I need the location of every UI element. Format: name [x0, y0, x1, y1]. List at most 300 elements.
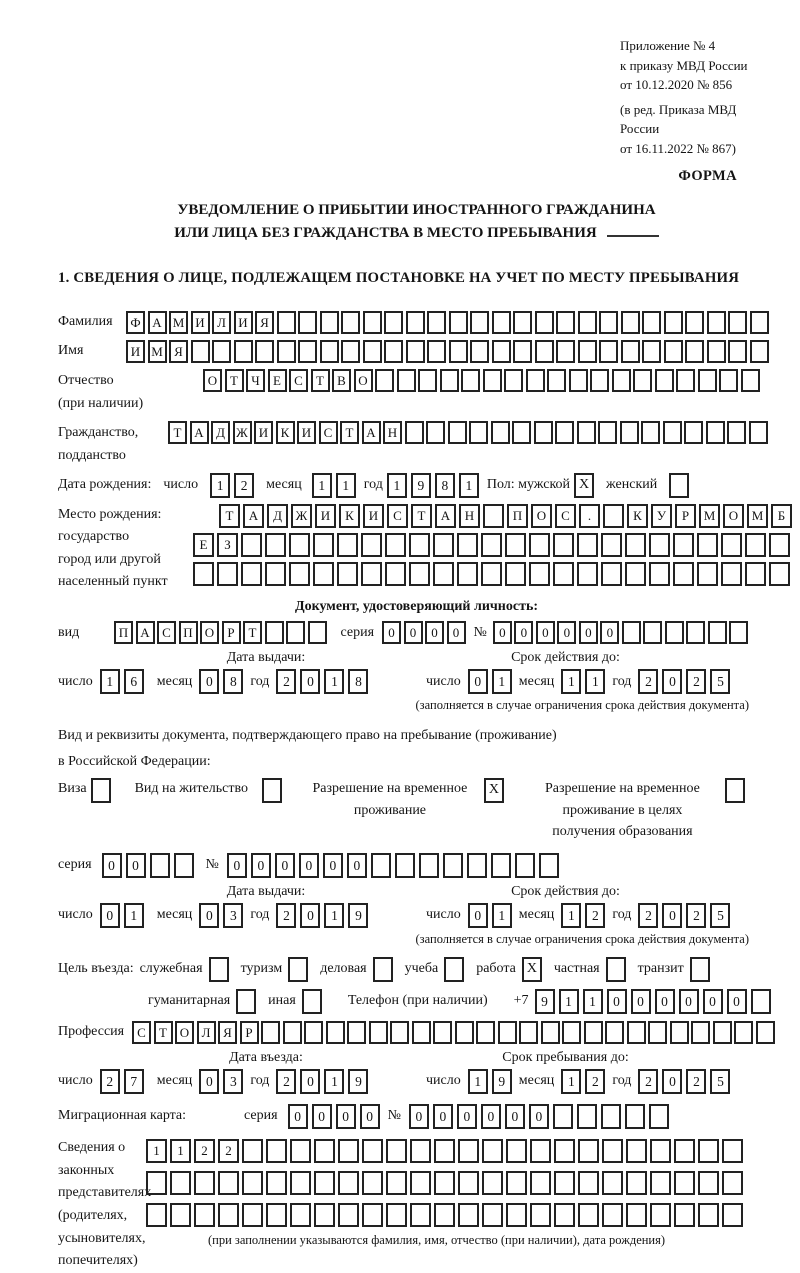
- char-cell[interactable]: М: [169, 311, 188, 334]
- char-cell[interactable]: 3: [223, 903, 243, 928]
- char-cell[interactable]: 0: [579, 621, 598, 644]
- char-cell[interactable]: [708, 621, 727, 644]
- char-cell[interactable]: 2: [638, 903, 658, 928]
- char-cell[interactable]: О: [354, 369, 373, 392]
- purpose-transit-checkbox[interactable]: [690, 957, 710, 982]
- char-cell[interactable]: [749, 421, 768, 444]
- char-cell[interactable]: [665, 621, 684, 644]
- char-cell[interactable]: [530, 1171, 551, 1195]
- char-cell[interactable]: 2: [585, 903, 605, 928]
- purpose-tourism-checkbox[interactable]: [288, 957, 308, 982]
- char-cell[interactable]: Т: [311, 369, 330, 392]
- char-cell[interactable]: 0: [457, 1104, 477, 1129]
- char-cell[interactable]: 2: [686, 669, 706, 694]
- char-cell[interactable]: [649, 533, 670, 557]
- char-cell[interactable]: 0: [662, 669, 682, 694]
- char-cell[interactable]: [289, 533, 310, 557]
- char-cell[interactable]: 8: [223, 669, 243, 694]
- char-cell[interactable]: [492, 311, 511, 334]
- char-cell[interactable]: [642, 340, 661, 363]
- char-cell[interactable]: [458, 1203, 479, 1227]
- char-cell[interactable]: С: [132, 1021, 151, 1044]
- char-cell[interactable]: [664, 340, 683, 363]
- char-cell[interactable]: [674, 1139, 695, 1163]
- char-cell[interactable]: [491, 853, 511, 878]
- char-cell[interactable]: [554, 1203, 575, 1227]
- char-cell[interactable]: [470, 311, 489, 334]
- char-cell[interactable]: [620, 421, 639, 444]
- char-cell[interactable]: [698, 1139, 719, 1163]
- char-cell[interactable]: 0: [536, 621, 555, 644]
- char-cell[interactable]: [241, 562, 262, 586]
- char-cell[interactable]: 0: [360, 1104, 380, 1129]
- char-cell[interactable]: [515, 853, 535, 878]
- char-cell[interactable]: [242, 1203, 263, 1227]
- char-cell[interactable]: И: [234, 311, 253, 334]
- char-cell[interactable]: 1: [561, 669, 581, 694]
- char-cell[interactable]: [562, 1021, 581, 1044]
- char-cell[interactable]: [146, 1171, 167, 1195]
- char-cell[interactable]: [578, 1139, 599, 1163]
- char-cell[interactable]: [409, 533, 430, 557]
- char-cell[interactable]: [338, 1139, 359, 1163]
- char-cell[interactable]: [361, 533, 382, 557]
- char-cell[interactable]: 0: [199, 903, 219, 928]
- char-cell[interactable]: А: [190, 421, 209, 444]
- char-cell[interactable]: [308, 621, 327, 644]
- char-cell[interactable]: Ф: [126, 311, 145, 334]
- purpose-commercial-checkbox[interactable]: [373, 957, 393, 982]
- char-cell[interactable]: [650, 1171, 671, 1195]
- char-cell[interactable]: [707, 340, 726, 363]
- char-cell[interactable]: [314, 1139, 335, 1163]
- char-cell[interactable]: [320, 311, 339, 334]
- char-cell[interactable]: 0: [447, 621, 466, 644]
- char-cell[interactable]: 9: [492, 1069, 512, 1094]
- char-cell[interactable]: К: [339, 504, 360, 528]
- char-cell[interactable]: [289, 562, 310, 586]
- char-cell[interactable]: [363, 311, 382, 334]
- char-cell[interactable]: [601, 562, 622, 586]
- char-cell[interactable]: [384, 311, 403, 334]
- char-cell[interactable]: [769, 533, 790, 557]
- char-cell[interactable]: С: [289, 369, 308, 392]
- char-cell[interactable]: [498, 1021, 517, 1044]
- char-cell[interactable]: [625, 1104, 645, 1129]
- purpose-work-checkbox[interactable]: X: [522, 957, 542, 982]
- char-cell[interactable]: [721, 562, 742, 586]
- char-cell[interactable]: 1: [324, 903, 344, 928]
- char-cell[interactable]: 0: [300, 669, 320, 694]
- char-cell[interactable]: [741, 369, 760, 392]
- residence-permit-checkbox[interactable]: [262, 778, 282, 803]
- char-cell[interactable]: [326, 1021, 345, 1044]
- char-cell[interactable]: 2: [638, 1069, 658, 1094]
- char-cell[interactable]: 0: [102, 853, 122, 878]
- char-cell[interactable]: [602, 1171, 623, 1195]
- char-cell[interactable]: [427, 340, 446, 363]
- char-cell[interactable]: [261, 1021, 280, 1044]
- char-cell[interactable]: [506, 1139, 527, 1163]
- char-cell[interactable]: [266, 1171, 287, 1195]
- char-cell[interactable]: [649, 562, 670, 586]
- char-cell[interactable]: [298, 311, 317, 334]
- char-cell[interactable]: [362, 1139, 383, 1163]
- char-cell[interactable]: [298, 340, 317, 363]
- char-cell[interactable]: [286, 621, 305, 644]
- char-cell[interactable]: Ж: [233, 421, 252, 444]
- char-cell[interactable]: А: [435, 504, 456, 528]
- char-cell[interactable]: 0: [409, 1104, 429, 1129]
- char-cell[interactable]: 0: [312, 1104, 332, 1129]
- char-cell[interactable]: [578, 1171, 599, 1195]
- char-cell[interactable]: [455, 1021, 474, 1044]
- char-cell[interactable]: 0: [425, 621, 444, 644]
- char-cell[interactable]: А: [243, 504, 264, 528]
- char-cell[interactable]: [670, 1021, 689, 1044]
- char-cell[interactable]: 0: [404, 621, 423, 644]
- char-cell[interactable]: [362, 1203, 383, 1227]
- char-cell[interactable]: [320, 340, 339, 363]
- char-cell[interactable]: [722, 1203, 743, 1227]
- char-cell[interactable]: [602, 1203, 623, 1227]
- char-cell[interactable]: [433, 1021, 452, 1044]
- char-cell[interactable]: 7: [124, 1069, 144, 1094]
- char-cell[interactable]: [481, 533, 502, 557]
- char-cell[interactable]: Ж: [291, 504, 312, 528]
- char-cell[interactable]: 0: [288, 1104, 308, 1129]
- char-cell[interactable]: [553, 533, 574, 557]
- char-cell[interactable]: 5: [710, 903, 730, 928]
- char-cell[interactable]: [535, 311, 554, 334]
- char-cell[interactable]: 1: [170, 1139, 191, 1163]
- char-cell[interactable]: П: [179, 621, 198, 644]
- char-cell[interactable]: [526, 369, 545, 392]
- char-cell[interactable]: [433, 533, 454, 557]
- char-cell[interactable]: [290, 1139, 311, 1163]
- char-cell[interactable]: [697, 562, 718, 586]
- char-cell[interactable]: Я: [255, 311, 274, 334]
- char-cell[interactable]: О: [200, 621, 219, 644]
- char-cell[interactable]: [412, 1021, 431, 1044]
- char-cell[interactable]: [577, 421, 596, 444]
- char-cell[interactable]: [721, 533, 742, 557]
- char-cell[interactable]: 0: [336, 1104, 356, 1129]
- char-cell[interactable]: 0: [275, 853, 295, 878]
- char-cell[interactable]: [673, 533, 694, 557]
- char-cell[interactable]: 2: [276, 903, 296, 928]
- char-cell[interactable]: [241, 533, 262, 557]
- char-cell[interactable]: 1: [492, 669, 512, 694]
- char-cell[interactable]: [449, 340, 468, 363]
- char-cell[interactable]: [277, 311, 296, 334]
- char-cell[interactable]: Т: [219, 504, 240, 528]
- char-cell[interactable]: 1: [492, 903, 512, 928]
- char-cell[interactable]: 9: [348, 903, 368, 928]
- char-cell[interactable]: 0: [481, 1104, 501, 1129]
- char-cell[interactable]: [337, 533, 358, 557]
- char-cell[interactable]: Е: [193, 533, 214, 557]
- char-cell[interactable]: 1: [559, 989, 579, 1014]
- char-cell[interactable]: 0: [433, 1104, 453, 1129]
- char-cell[interactable]: 0: [199, 669, 219, 694]
- char-cell[interactable]: [440, 369, 459, 392]
- char-cell[interactable]: 0: [300, 1069, 320, 1094]
- char-cell[interactable]: Р: [240, 1021, 259, 1044]
- char-cell[interactable]: [745, 533, 766, 557]
- char-cell[interactable]: [434, 1203, 455, 1227]
- char-cell[interactable]: [621, 340, 640, 363]
- char-cell[interactable]: [194, 1171, 215, 1195]
- char-cell[interactable]: [390, 1021, 409, 1044]
- char-cell[interactable]: 8: [348, 669, 368, 694]
- char-cell[interactable]: [745, 562, 766, 586]
- char-cell[interactable]: [212, 340, 231, 363]
- char-cell[interactable]: [395, 853, 415, 878]
- char-cell[interactable]: С: [157, 621, 176, 644]
- char-cell[interactable]: [750, 311, 769, 334]
- char-cell[interactable]: [476, 1021, 495, 1044]
- char-cell[interactable]: А: [362, 421, 381, 444]
- char-cell[interactable]: Д: [211, 421, 230, 444]
- char-cell[interactable]: [513, 340, 532, 363]
- char-cell[interactable]: [539, 853, 559, 878]
- char-cell[interactable]: И: [297, 421, 316, 444]
- char-cell[interactable]: [458, 1139, 479, 1163]
- char-cell[interactable]: [174, 853, 194, 878]
- char-cell[interactable]: [553, 562, 574, 586]
- char-cell[interactable]: Е: [268, 369, 287, 392]
- char-cell[interactable]: [457, 562, 478, 586]
- char-cell[interactable]: 1: [585, 669, 605, 694]
- char-cell[interactable]: [265, 533, 286, 557]
- char-cell[interactable]: К: [276, 421, 295, 444]
- char-cell[interactable]: 9: [411, 473, 431, 498]
- char-cell[interactable]: [685, 340, 704, 363]
- char-cell[interactable]: [707, 311, 726, 334]
- char-cell[interactable]: [482, 1203, 503, 1227]
- char-cell[interactable]: 1: [561, 903, 581, 928]
- char-cell[interactable]: [426, 421, 445, 444]
- char-cell[interactable]: А: [136, 621, 155, 644]
- char-cell[interactable]: О: [723, 504, 744, 528]
- char-cell[interactable]: [283, 1021, 302, 1044]
- char-cell[interactable]: Т: [411, 504, 432, 528]
- char-cell[interactable]: [554, 1139, 575, 1163]
- char-cell[interactable]: Т: [340, 421, 359, 444]
- char-cell[interactable]: [170, 1203, 191, 1227]
- char-cell[interactable]: 0: [199, 1069, 219, 1094]
- char-cell[interactable]: [363, 340, 382, 363]
- char-cell[interactable]: [265, 562, 286, 586]
- char-cell[interactable]: [347, 1021, 366, 1044]
- char-cell[interactable]: [622, 621, 641, 644]
- char-cell[interactable]: [397, 369, 416, 392]
- char-cell[interactable]: [386, 1203, 407, 1227]
- char-cell[interactable]: [458, 1171, 479, 1195]
- char-cell[interactable]: 1: [468, 1069, 488, 1094]
- char-cell[interactable]: 0: [300, 903, 320, 928]
- char-cell[interactable]: [255, 340, 274, 363]
- char-cell[interactable]: М: [747, 504, 768, 528]
- char-cell[interactable]: [384, 340, 403, 363]
- char-cell[interactable]: 2: [276, 669, 296, 694]
- char-cell[interactable]: [191, 340, 210, 363]
- char-cell[interactable]: Р: [675, 504, 696, 528]
- char-cell[interactable]: Ч: [246, 369, 265, 392]
- char-cell[interactable]: [505, 562, 526, 586]
- char-cell[interactable]: [513, 311, 532, 334]
- char-cell[interactable]: [457, 533, 478, 557]
- char-cell[interactable]: 1: [324, 669, 344, 694]
- char-cell[interactable]: [601, 1104, 621, 1129]
- char-cell[interactable]: 2: [276, 1069, 296, 1094]
- purpose-humanitarian-checkbox[interactable]: [236, 989, 256, 1014]
- purpose-business-checkbox[interactable]: [209, 957, 229, 982]
- char-cell[interactable]: Т: [154, 1021, 173, 1044]
- sex-female-checkbox[interactable]: [669, 473, 689, 498]
- char-cell[interactable]: 2: [686, 903, 706, 928]
- char-cell[interactable]: К: [627, 504, 648, 528]
- char-cell[interactable]: 0: [557, 621, 576, 644]
- char-cell[interactable]: 0: [468, 669, 488, 694]
- char-cell[interactable]: М: [148, 340, 167, 363]
- char-cell[interactable]: 1: [124, 903, 144, 928]
- char-cell[interactable]: 1: [146, 1139, 167, 1163]
- char-cell[interactable]: [713, 1021, 732, 1044]
- char-cell[interactable]: [756, 1021, 775, 1044]
- char-cell[interactable]: [750, 340, 769, 363]
- char-cell[interactable]: [434, 1139, 455, 1163]
- char-cell[interactable]: [266, 1139, 287, 1163]
- char-cell[interactable]: Н: [459, 504, 480, 528]
- char-cell[interactable]: [686, 621, 705, 644]
- char-cell[interactable]: [727, 421, 746, 444]
- char-cell[interactable]: [601, 533, 622, 557]
- char-cell[interactable]: 6: [124, 669, 144, 694]
- char-cell[interactable]: 2: [686, 1069, 706, 1094]
- char-cell[interactable]: [266, 1203, 287, 1227]
- char-cell[interactable]: [386, 1139, 407, 1163]
- char-cell[interactable]: [304, 1021, 323, 1044]
- char-cell[interactable]: [602, 1139, 623, 1163]
- char-cell[interactable]: [234, 340, 253, 363]
- char-cell[interactable]: [427, 311, 446, 334]
- char-cell[interactable]: Н: [383, 421, 402, 444]
- char-cell[interactable]: [674, 1171, 695, 1195]
- char-cell[interactable]: [674, 1203, 695, 1227]
- char-cell[interactable]: [369, 1021, 388, 1044]
- char-cell[interactable]: [556, 340, 575, 363]
- char-cell[interactable]: [341, 340, 360, 363]
- char-cell[interactable]: [242, 1171, 263, 1195]
- char-cell[interactable]: [150, 853, 170, 878]
- char-cell[interactable]: [277, 340, 296, 363]
- char-cell[interactable]: [530, 1139, 551, 1163]
- char-cell[interactable]: 0: [679, 989, 699, 1014]
- char-cell[interactable]: Т: [168, 421, 187, 444]
- char-cell[interactable]: [410, 1171, 431, 1195]
- char-cell[interactable]: В: [332, 369, 351, 392]
- char-cell[interactable]: 1: [561, 1069, 581, 1094]
- char-cell[interactable]: 0: [655, 989, 675, 1014]
- char-cell[interactable]: [290, 1171, 311, 1195]
- char-cell[interactable]: [655, 369, 674, 392]
- char-cell[interactable]: Я: [218, 1021, 237, 1044]
- char-cell[interactable]: [461, 369, 480, 392]
- char-cell[interactable]: [541, 1021, 560, 1044]
- char-cell[interactable]: И: [191, 311, 210, 334]
- char-cell[interactable]: 0: [493, 621, 512, 644]
- char-cell[interactable]: [577, 562, 598, 586]
- char-cell[interactable]: [722, 1139, 743, 1163]
- char-cell[interactable]: П: [114, 621, 133, 644]
- char-cell[interactable]: И: [126, 340, 145, 363]
- char-cell[interactable]: 0: [727, 989, 747, 1014]
- char-cell[interactable]: [448, 421, 467, 444]
- char-cell[interactable]: [578, 311, 597, 334]
- char-cell[interactable]: [371, 853, 391, 878]
- char-cell[interactable]: [676, 369, 695, 392]
- char-cell[interactable]: [650, 1203, 671, 1227]
- char-cell[interactable]: [386, 1171, 407, 1195]
- char-cell[interactable]: 1: [324, 1069, 344, 1094]
- char-cell[interactable]: 1: [336, 473, 356, 498]
- char-cell[interactable]: 0: [703, 989, 723, 1014]
- char-cell[interactable]: [218, 1203, 239, 1227]
- char-cell[interactable]: 0: [600, 621, 619, 644]
- char-cell[interactable]: И: [254, 421, 273, 444]
- char-cell[interactable]: [535, 340, 554, 363]
- char-cell[interactable]: [569, 369, 588, 392]
- char-cell[interactable]: [337, 562, 358, 586]
- char-cell[interactable]: 5: [710, 669, 730, 694]
- char-cell[interactable]: [633, 369, 652, 392]
- char-cell[interactable]: [338, 1171, 359, 1195]
- char-cell[interactable]: 0: [251, 853, 271, 878]
- char-cell[interactable]: [599, 311, 618, 334]
- char-cell[interactable]: 1: [312, 473, 332, 498]
- char-cell[interactable]: Д: [267, 504, 288, 528]
- char-cell[interactable]: [313, 562, 334, 586]
- char-cell[interactable]: [405, 421, 424, 444]
- char-cell[interactable]: [649, 1104, 669, 1129]
- char-cell[interactable]: [506, 1171, 527, 1195]
- char-cell[interactable]: [469, 421, 488, 444]
- purpose-other-checkbox[interactable]: [302, 989, 322, 1014]
- char-cell[interactable]: М: [699, 504, 720, 528]
- char-cell[interactable]: [751, 989, 771, 1014]
- char-cell[interactable]: [722, 1171, 743, 1195]
- char-cell[interactable]: 1: [100, 669, 120, 694]
- char-cell[interactable]: [482, 1171, 503, 1195]
- char-cell[interactable]: [555, 421, 574, 444]
- char-cell[interactable]: 0: [100, 903, 120, 928]
- char-cell[interactable]: [470, 340, 489, 363]
- char-cell[interactable]: 0: [468, 903, 488, 928]
- char-cell[interactable]: 2: [234, 473, 254, 498]
- char-cell[interactable]: [419, 853, 439, 878]
- char-cell[interactable]: [265, 621, 284, 644]
- char-cell[interactable]: [193, 562, 214, 586]
- char-cell[interactable]: [242, 1139, 263, 1163]
- char-cell[interactable]: [483, 504, 504, 528]
- char-cell[interactable]: О: [175, 1021, 194, 1044]
- char-cell[interactable]: 0: [607, 989, 627, 1014]
- char-cell[interactable]: [584, 1021, 603, 1044]
- char-cell[interactable]: [599, 340, 618, 363]
- char-cell[interactable]: 0: [662, 903, 682, 928]
